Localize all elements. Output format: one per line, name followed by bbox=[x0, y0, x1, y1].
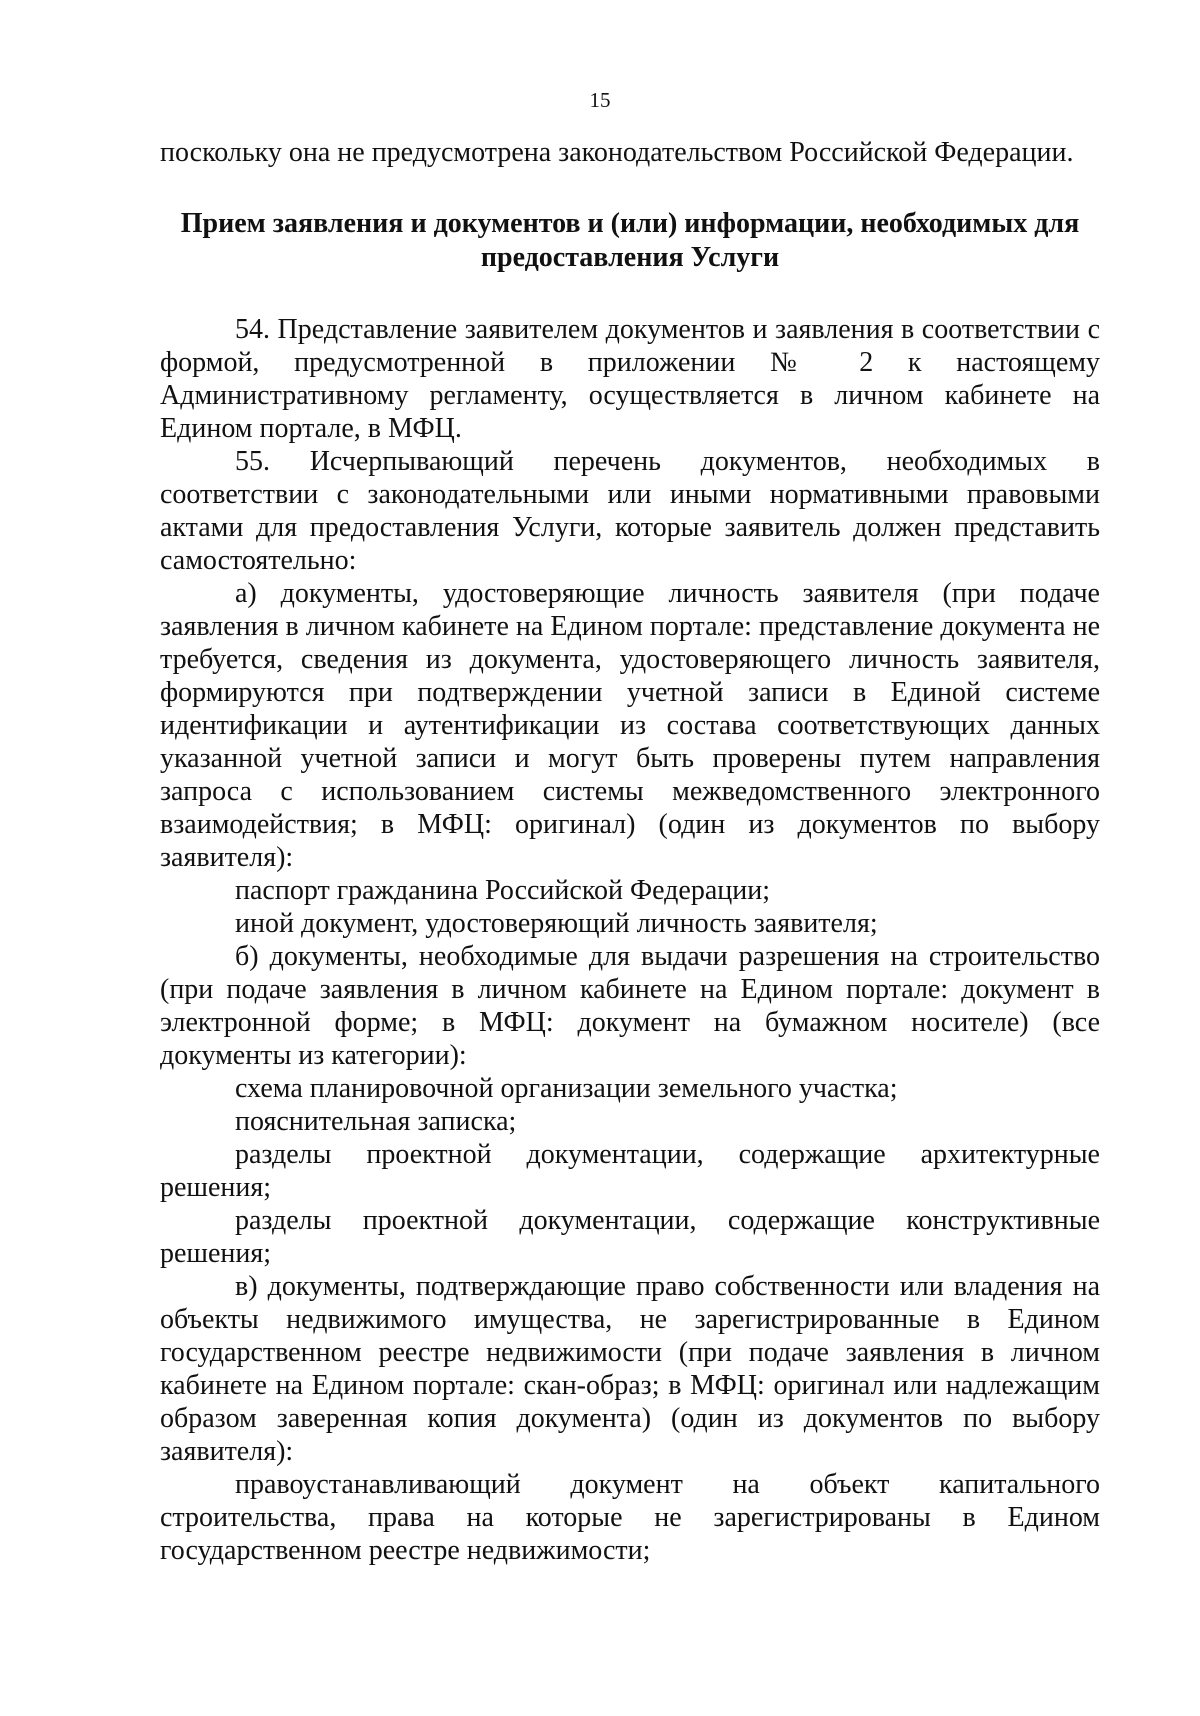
list-subitem: иной документ, удостоверяющий личность заявителя; bbox=[235, 908, 878, 939]
list-subitem: паспорт гражданина Российской Федерации; bbox=[235, 875, 771, 906]
section-heading-line-2: предоставления Услуги bbox=[480, 242, 780, 273]
section-heading bbox=[160, 207, 1100, 275]
list-subitem: правоустанавливающий документ на объект капитального строительства, права на которые не зарегистрированы в Едином государственном реестре недвижимости; bbox=[160, 1469, 1100, 1566]
page-number: 15 bbox=[589, 88, 611, 112]
document-body bbox=[160, 136, 1100, 1567]
section-heading-line-1: Прием заявления и документов и (или) информации, необходимых для bbox=[180, 208, 1080, 239]
list-subitem: разделы проектной документации, содержащие архитектурные решения; bbox=[160, 1139, 1100, 1203]
list-subitem: схема планировочной организации земельного участка; bbox=[235, 1073, 898, 1104]
paragraph-54: 54. Представление заявителем документов и заявления в соответствии с формой, предусмотренной в приложении № 2 к настоящему Административному регламенту, осуществляется в личном кабинете на Едином портале, в МФЦ. bbox=[160, 314, 1100, 444]
list-item-v: в) документы, подтверждающие право собственности или владения на объекты недвижимого имущества, не зарегистрированные в Едином государственном реестре недвижимости (при подаче заявления в личном кабинете на Едином портале: скан-образ; в МФЦ: оригинал или надлежащим образом заверенная копия документа) (один из документов по выбору заявителя): bbox=[160, 1271, 1100, 1467]
paragraph-55: 55. Исчерпывающий перечень документов, необходимых в соответствии с законодательными или иными нормативными правовыми актами для предоставления Услуги, которые заявитель должен представить самостоятельно: bbox=[160, 446, 1100, 576]
paragraph-continuation: поскольку она не предусмотрена законодательством Российской Федерации. bbox=[160, 137, 1074, 168]
list-subitem: разделы проектной документации, содержащие конструктивные решения; bbox=[160, 1205, 1100, 1269]
list-item-a: а) документы, удостоверяющие личность заявителя (при подаче заявления в личном кабинете на Едином портале: представление документа не требуется, сведения из документа, удостоверяющего личность заявителя, формируются при подтверждении учетной записи в Единой системе идентификации и аутентификации из состава соответствующих данных указанной учетной записи и могут быть проверены путем направления запроса с использованием системы межведомственного электронного взаимодействия; в МФЦ: оригинал) (один из документов по выбору заявителя): bbox=[160, 578, 1100, 873]
list-item-b: б) документы, необходимые для выдачи разрешения на строительство (при подаче заявления в личном кабинете на Едином портале: документ в электронной форме; в МФЦ: документ на бумажном носителе) (все документы из категории): bbox=[160, 941, 1100, 1071]
list-subitem: пояснительная записка; bbox=[235, 1106, 517, 1137]
